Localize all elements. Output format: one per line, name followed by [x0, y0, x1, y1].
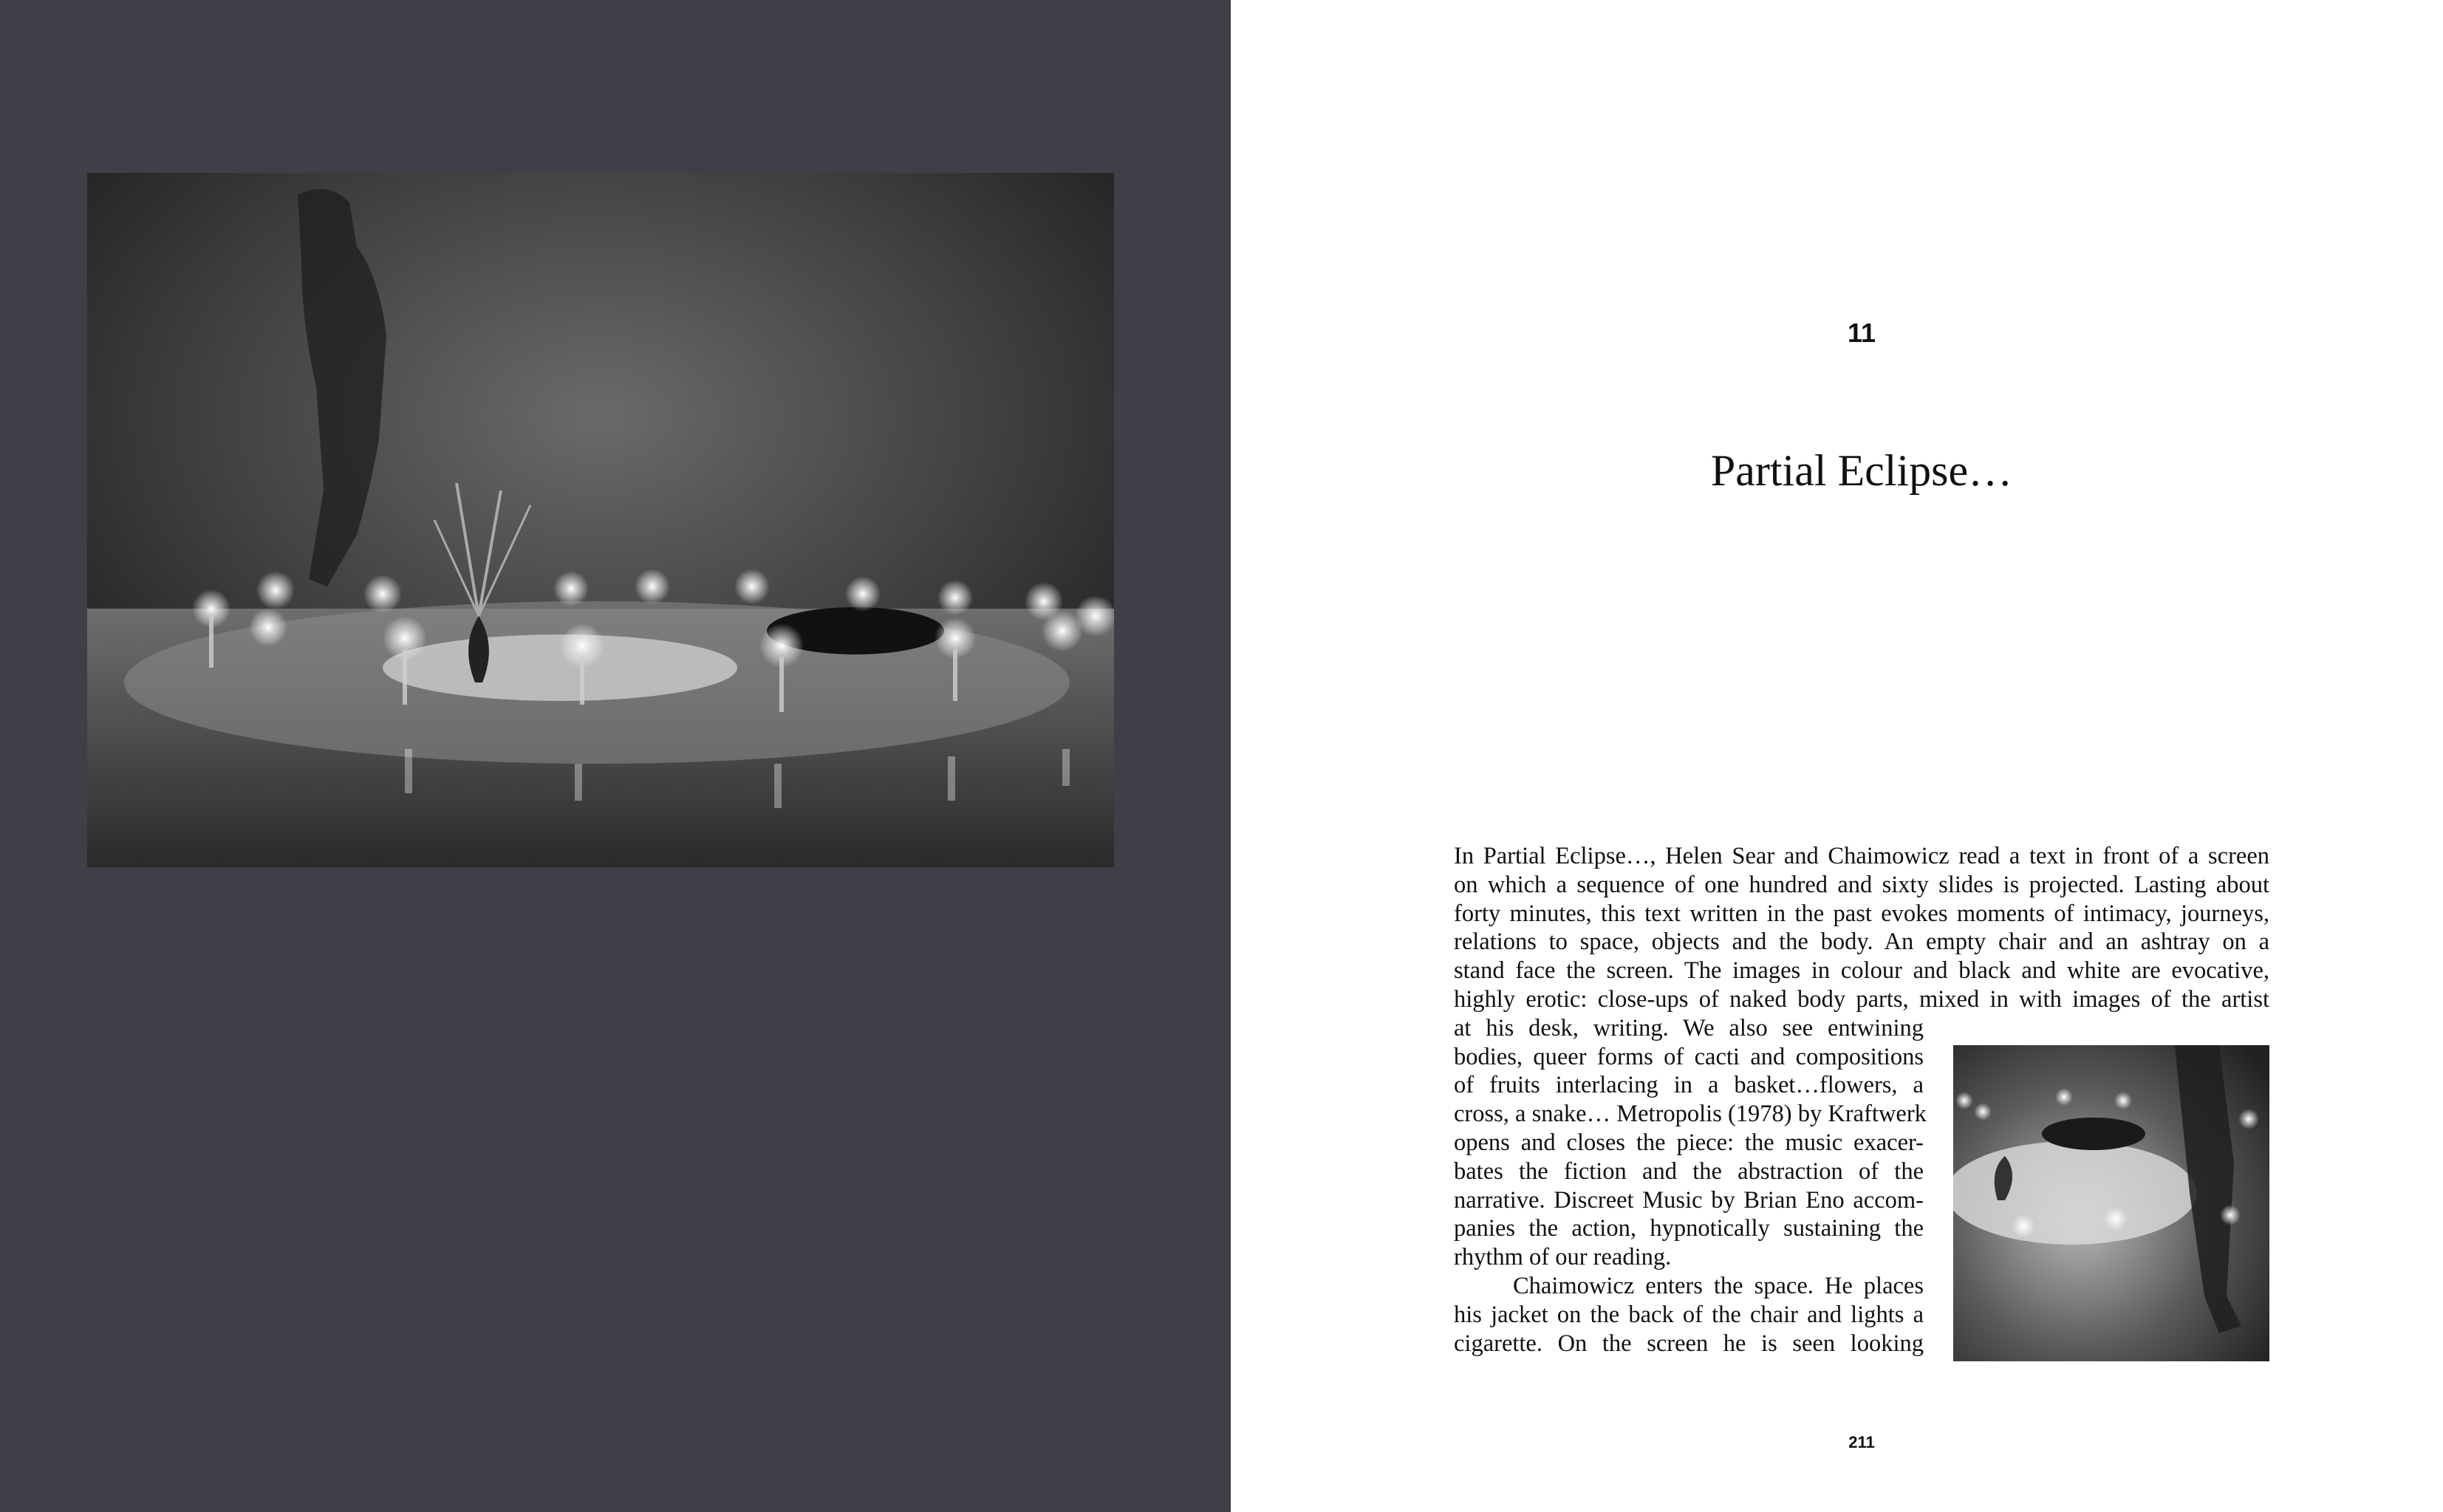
text-line: In Partial Eclipse…, Helen Sear and Chaimowicz read a text in front of a screen	[1454, 843, 2269, 869]
text-line: relations to space, objects and the body. An empty chair and an ashtray on a	[1454, 928, 2269, 956]
text-line: rhythm of our reading.	[1454, 1244, 1672, 1271]
text-line: bates the fiction and the abstraction of the	[1454, 1157, 1924, 1185]
text-line: panies the action, hypnotically sustaining the	[1454, 1215, 1924, 1242]
chapter-title: Partial Eclipse…	[1710, 446, 2013, 495]
page-number: 211	[1848, 1433, 1875, 1451]
text-line: Chaimowicz enters the space. He places	[1513, 1272, 1924, 1299]
text-line: bodies, queer forms of cacti and compositions	[1454, 1043, 1924, 1070]
performance-photo-main	[87, 173, 1114, 867]
text-line: forty minutes, this text written in the past evokes moments of intimacy, journeys,	[1454, 900, 2269, 927]
text-line: narrative. Discreet Music by Brian Eno accom-	[1454, 1186, 1924, 1214]
text-line: cigarette. On the screen he is seen looking	[1454, 1330, 1924, 1357]
text-line: his jacket on the back of the chair and lights a	[1454, 1301, 1924, 1328]
text-line: stand face the screen. The images in colour and black and white are evocative,	[1454, 957, 2269, 985]
text-line: on which a sequence of one hundred and sixty slides is projected. Lasting about	[1454, 871, 2269, 898]
chapter-number: 11	[1847, 318, 1876, 348]
performance-photo-inset	[1953, 1045, 2269, 1361]
text-line: highly erotic: close-ups of naked body parts, mixed in with images of the artist	[1454, 985, 2269, 1013]
text-line: at his desk, writing. We also see entwining	[1454, 1014, 1924, 1041]
text-line: cross, a snake… Metropolis (1978) by Kraftwerk	[1454, 1101, 1927, 1128]
text-line: of fruits interlacing in a basket…flowers, a	[1454, 1072, 1924, 1099]
text-line: opens and closes the piece: the music exacer-	[1454, 1129, 1924, 1156]
